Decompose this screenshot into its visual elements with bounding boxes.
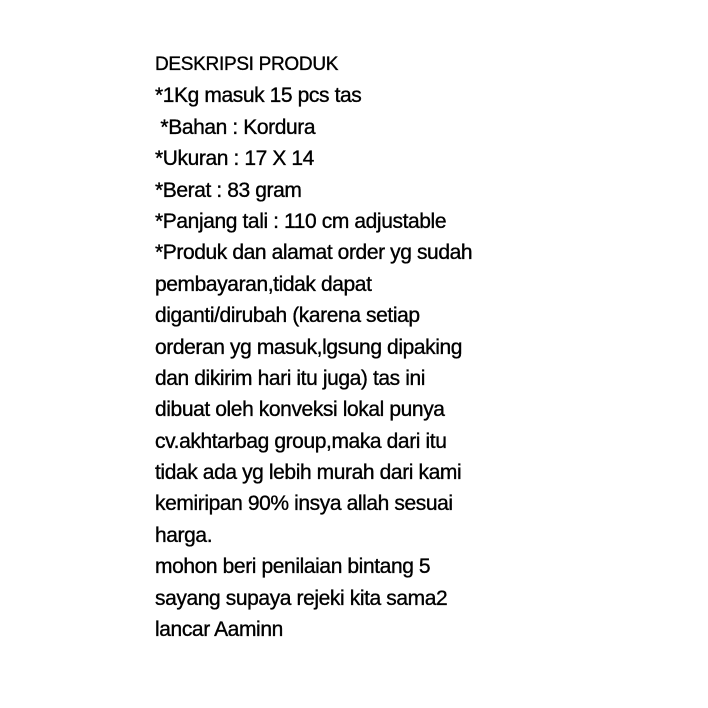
product-description [155,49,695,645]
description-line-order-policy: *Produk dan alamat order yg sudah [155,241,473,265]
description-line: sayang supaya rejeki kita sama2 [155,586,448,610]
description-line-weight-quantity: *1Kg masuk 15 pcs tas [155,84,362,108]
description-heading: DESKRIPSI PRODUK [155,54,339,75]
description-line: orderan yg masuk,lgsung dipaking [155,335,463,359]
description-line: pembayaran,tidak dapat [155,272,372,296]
description-line: diganti/dirubah (karena setiap [155,304,420,328]
description-line-material: *Bahan : Kordura [155,115,316,139]
description-line: cv.akhtarbag group,maka dari itu [155,429,447,453]
description-line: dibuat oleh konveksi lokal punya [155,398,445,422]
description-line: harga. [155,523,213,547]
description-line-weight: *Berat : 83 gram [155,178,302,202]
description-line-rating-request: mohon beri penilaian bintang 5 [155,555,431,579]
description-line-strap-length: *Panjang tali : 110 cm adjustable [155,209,447,233]
description-line: tidak ada yg lebih murah dari kami [155,461,462,485]
description-line: dan dikirim hari itu juga) tas ini [155,366,426,390]
description-line-size: *Ukuran : 17 X 14 [155,147,314,171]
description-line: lancar Aaminn [155,618,283,642]
description-line: kemiripan 90% insya allah sesuai [155,492,453,516]
